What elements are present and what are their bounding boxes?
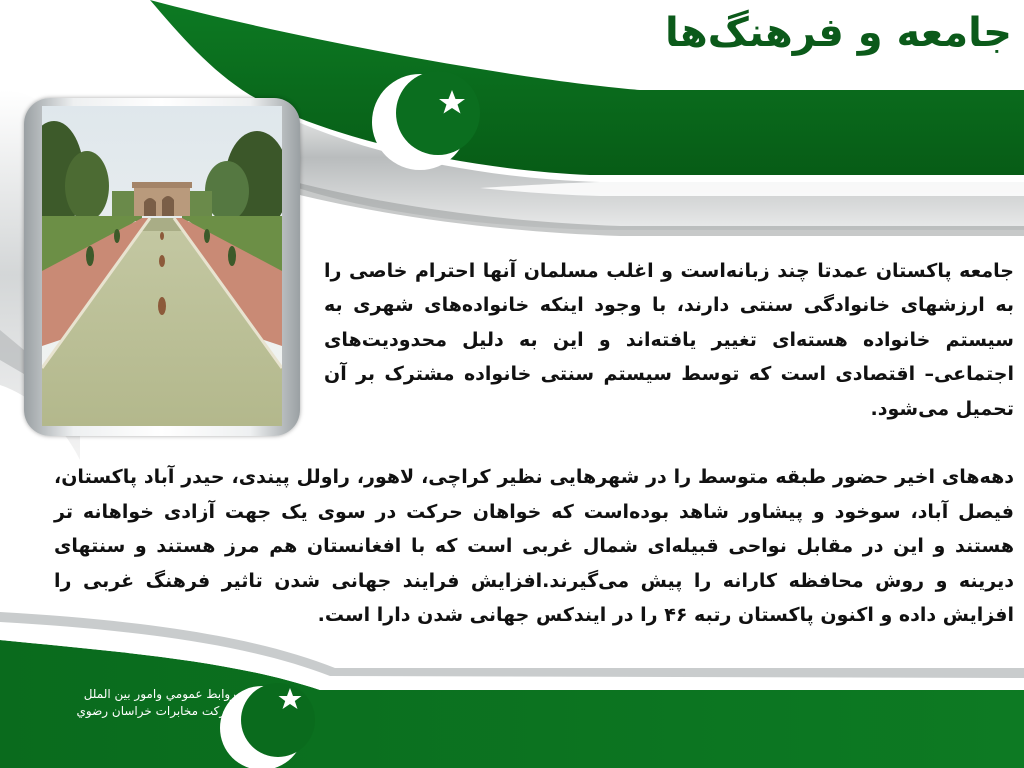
photo-frame [24, 98, 300, 436]
garden-photo [42, 106, 282, 426]
paragraph-1-text: جامعه پاکستان عمدتا چند زبانه‌است و اغلب مسلمان آنها احترام خاصی را به ارزشهای خانوادگی سنتی دارند، با وجود اینکه خانواده‌های شهری به سیستم خانواده هسته‌ای تغییر یافته‌اند و این به دلیل محدودیت‌های اجتماعی– اقتصادی است که توسط سیستم سنتی خانواده مشترک بر آن تحمیل می‌شود. [324, 260, 1014, 420]
footer-line-2: شركت مخابرات خراسان رضوي [76, 704, 236, 718]
slide-title: جامعه و فرهنگ‌ها [664, 10, 1012, 56]
paragraph-1 [324, 254, 1014, 426]
paragraph-2 [54, 460, 1014, 633]
footer-line-1: روابط عمومي وامور بين الملل [83, 687, 236, 701]
footer-credit [10, 686, 236, 720]
paragraph-2-text: دهه‌های اخیر حضور طبقه متوسط را در شهرهایی نظیر کراچی، لاهور، راولل پیندی، حیدر آباد پاکستان، فیصل آباد، سوخود و پیشاور شاهد بوده‌است که خواهان حرکت در سوی یک جهت آزادی خواهانه تر هستند و این در مقابل نواحی قبیله‌ای شمال غربی است که با افغانستان هم مرز هستند و سنتهای دیرینه و روش محافظه کارانه را پیش می‌گیرند.افزایش فرایند جهانی شدن تاثیر فرهنگ غربی را افزایش داده و اکنون پاکستان رتبه ۴۶ را در ایندکس جهانی شدن دارا است. [54, 466, 1014, 627]
